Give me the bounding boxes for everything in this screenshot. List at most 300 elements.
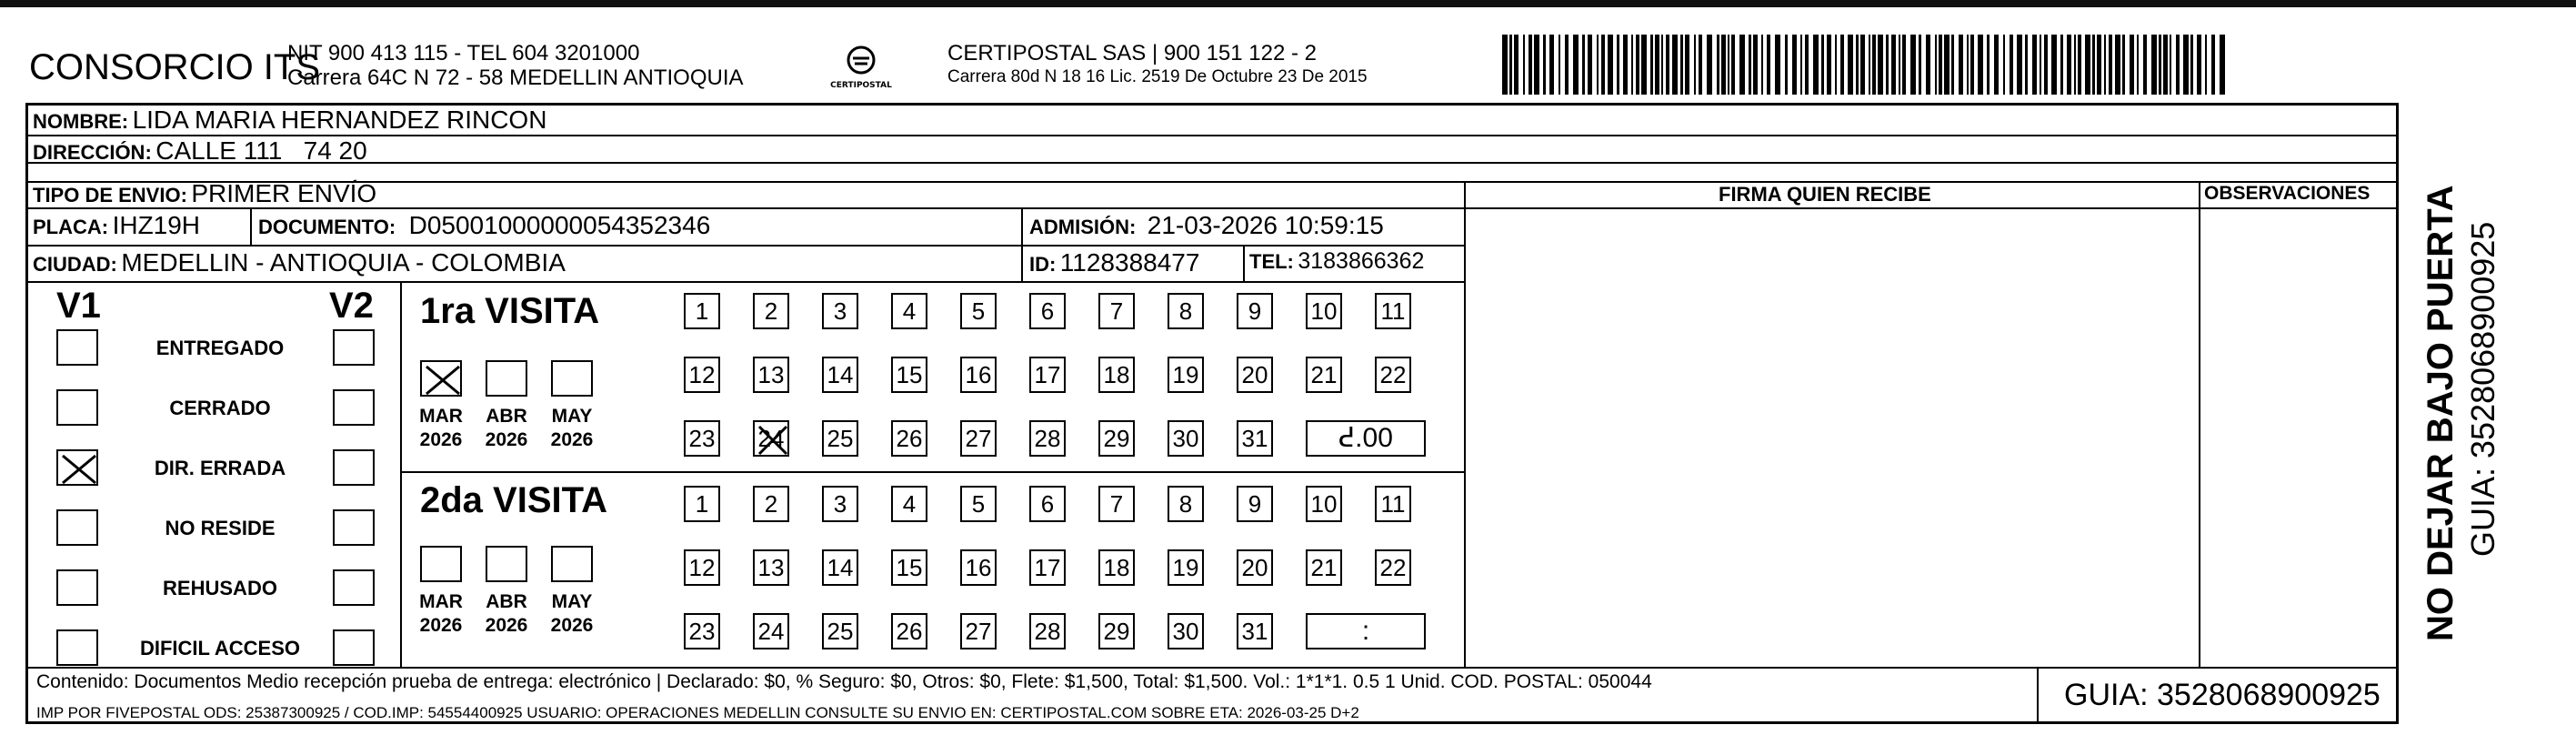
direccion-value: CALLE 111 74 20 [155,136,367,165]
barcode-bar [2176,35,2180,95]
barcode-bar [2040,35,2041,95]
tipo-label: TIPO DE ENVIO: [33,184,187,206]
day-number: 27 [965,618,992,645]
first-visit-day-box[interactable] [960,293,997,329]
first-visit-title: 1ra VISITA [420,291,600,331]
logo-text: CERTIPOSTAL [830,81,892,90]
day-number: 22 [1379,361,1407,388]
first-visit-month-checkbox[interactable] [551,360,593,397]
barcode-bar [1655,35,1659,95]
year-label: 2026 [419,615,463,636]
barcode-bar [1761,35,1763,95]
admision-label: ADMISIÓN: [1029,216,1137,238]
status-label: NO RESIDE [165,517,276,539]
status-label: CERRADO [169,397,271,419]
day-number: 7 [1109,297,1124,325]
barcode-bar [1694,35,1696,95]
day-number: 8 [1178,297,1193,325]
day-number: 28 [1034,425,1061,452]
v1-checkbox[interactable] [56,629,98,666]
first-visit-day-box[interactable] [1098,357,1135,393]
first-visit-day-box[interactable] [1029,357,1066,393]
barcode-bar [1856,35,1859,95]
first-visit-day-box[interactable] [684,293,720,329]
barcode-bar [1959,35,1963,95]
day-number: 15 [896,554,923,581]
second-visit-day-box[interactable] [1375,486,1411,522]
barcode-bar [1978,35,1983,95]
v1-checkbox[interactable] [56,389,98,426]
day-number: 24 [757,425,785,452]
barcode-bar [2104,35,2106,95]
company-name: CONSORCIO ITS [29,47,321,87]
barcode-bar [1860,35,1865,95]
footer-print-line: IMP POR FIVEPOSTAL ODS: 25387300925 / COD.IMP: 54554400925 USUARIO: OPERACIONES MEDELLIN CONSULTE SU ENVIO EN: CERTIPOSTAL.COM SOBRE ETA: 2026-03-25 D+2 [36,704,1359,721]
side-guia: GUIA: 3528068900925 [2464,221,2501,557]
barcode-bar [1869,35,1870,95]
second-visit-day-box[interactable] [1098,486,1135,522]
ciudad-label: CIUDAD: [33,253,117,276]
day-number: 26 [896,618,923,645]
barcode-bar [2137,35,2139,95]
day-number: 7 [1109,490,1124,518]
direccion-label: DIRECCIÓN: [33,141,152,164]
documento-value: D05001000000054352346 [408,211,711,239]
v1-checkbox[interactable] [56,329,98,366]
barcode-bar [1944,35,1950,95]
barcode-bar [1601,35,1605,95]
barcode-bar [2122,35,2125,95]
second-visit-day-box[interactable] [753,486,789,522]
barcode-bar [1813,35,1819,95]
v2-checkbox[interactable] [333,389,375,426]
first-visit-day-box[interactable] [1375,293,1411,329]
id-field [1029,248,1199,277]
v1-label: V1 [56,286,101,326]
first-visit-day-box[interactable] [1306,293,1342,329]
tipo-value: PRIMER ENVÍO [191,179,377,207]
barcode-bar [2130,35,2134,95]
second-visit-day-box[interactable] [684,613,720,649]
barcode-bar [1623,35,1628,95]
day-number: 23 [688,425,716,452]
second-visit-day-box[interactable] [822,486,858,522]
second-visit-day-box[interactable] [1168,549,1204,586]
barcode-bar [1951,35,1954,95]
certipostal-line: CERTIPOSTAL SAS | 900 151 122 - 2 [947,41,1317,65]
barcode-bar [1559,35,1560,95]
barcode-bar [1739,35,1745,95]
barcode-bar [1987,35,1990,95]
second-visit-day-box[interactable] [891,549,927,586]
barcode-bar [1597,35,1599,95]
divider [25,162,2399,164]
first-visit-day-box[interactable] [1098,293,1135,329]
day-number: 8 [1178,490,1193,518]
divider [2037,667,2039,724]
barcode-bar [1939,35,1942,95]
barcode-bar [1502,35,1508,95]
placa-value: IHZ19H [112,211,201,239]
second-visit-day-box[interactable] [1098,549,1135,586]
barcode-bar [1636,35,1639,95]
status-label: DIFICIL ACCESO [139,637,300,659]
first-visit-day-box[interactable] [1029,293,1066,329]
barcode-bar [1800,35,1802,95]
day-number: 11 [1380,297,1406,325]
tipo-field [33,178,376,214]
first-visit-day-box[interactable] [1029,420,1066,457]
barcode-bar [1608,35,1613,95]
day-number: 29 [1103,425,1130,452]
second-visit-month-checkbox[interactable] [420,546,462,582]
first-visit-day-box[interactable] [822,357,858,393]
day-number: 25 [827,425,854,452]
barcode-bar [2017,35,2022,95]
month-label: MAR [419,591,463,612]
day-number: 25 [827,618,854,645]
ciudad-field [33,248,566,277]
day-number: 24 [757,618,785,645]
v2-checkbox[interactable] [333,569,375,606]
day-number: 3 [833,297,847,325]
first-visit-day-box[interactable] [891,420,927,457]
barcode-bar [2010,35,2013,95]
barcode-bar [1792,35,1797,95]
nombre-field [33,106,546,135]
second-visit-day-box[interactable] [753,549,789,586]
placa-label: PLACA: [33,216,109,238]
year-label: 2026 [485,429,528,450]
company-address: Carrera 64C N 72 - 58 MEDELLIN ANTIOQUIA [287,65,744,90]
documento-field [258,211,710,240]
admision-field [1029,211,1384,240]
day-number: 5 [971,297,986,325]
barcode-bar [2190,35,2193,95]
year-label: 2026 [485,615,528,636]
firma-header: FIRMA QUIEN RECIBE [1719,183,1931,206]
barcode-bar [1509,35,1512,95]
day-number: 3 [833,490,847,518]
barcode-bar [2143,35,2147,95]
barcode-bar [1840,35,1844,95]
v1-checkbox[interactable] [56,509,98,546]
barcode-bar [2220,35,2225,95]
second-visit-day-box[interactable] [960,549,997,586]
barcode-bar [1699,35,1702,95]
first-visit-day-box[interactable] [960,357,997,393]
second-visit-time-box[interactable]: : [1306,613,1426,649]
day-number: 17 [1034,554,1061,581]
certipostal-address: Carrera 80d N 18 16 Lic. 2519 De Octubre 23 De 2015 [947,67,1368,86]
barcode-bar [2060,35,2063,95]
tel-label: TEL: [1249,250,1294,273]
barcode-bar [2109,35,2112,95]
barcode-bar [1848,35,1853,95]
barcode-bar [2183,35,2189,95]
first-visit-day-box[interactable] [1168,420,1204,457]
status-label: REHUSADO [163,577,277,599]
day-number: 4 [902,490,917,518]
barcode-bar [1902,35,1906,95]
second-visit-day-box[interactable] [1029,613,1066,649]
status-label: DIR. ERRADA [154,457,286,479]
barcode-bar [1641,35,1647,95]
second-visit-day-box[interactable] [753,613,789,649]
barcode-bar [2159,35,2161,95]
barcode-bar [1910,35,1916,95]
barcode-bar [1872,35,1876,95]
day-number: 10 [1310,297,1338,325]
day-number: 13 [757,554,785,581]
divider [1464,207,2399,209]
footer-content-line: Contenido: Documentos Medio recepción prueba de entrega: electrónico | Declarado: $0, % Seguro: $0, Otros: $0, Flete: $1,500, Total: $1,500. Vol.: 1*1*1. 0.5 1 Unid. COD. POSTAL: 050044 [36,671,1652,692]
first-visit-month-checkbox[interactable] [420,360,462,397]
barcode-bar [1549,35,1554,95]
barcode-bar [1721,35,1726,95]
barcode-bar [1582,35,1585,95]
day-number: 26 [896,425,923,452]
second-visit-day-box[interactable] [1306,549,1342,586]
v2-checkbox[interactable] [333,329,375,366]
first-visit-day-box[interactable] [684,420,720,457]
barcode-bar [2115,35,2120,95]
v2-checkbox[interactable] [333,629,375,666]
day-number: 31 [1241,618,1268,645]
barcode-bar [2151,35,2157,95]
barcode-bar [1565,35,1569,95]
day-number: 30 [1172,618,1199,645]
barcode-bar [1767,35,1770,95]
first-visit-day-box[interactable] [1098,420,1135,457]
barcode-bar [1680,35,1683,95]
month-label: MAY [551,406,593,427]
barcode-bar [1650,35,1653,95]
day-number: 16 [965,361,992,388]
observaciones-header: OBSERVACIONES [2204,183,2371,204]
second-visit-day-box[interactable] [684,549,720,586]
second-visit-day-box[interactable] [1029,486,1066,522]
barcode-bar [2170,35,2171,95]
barcode-bar [1919,35,1921,95]
barcode-bar [1523,35,1525,95]
day-number: 23 [688,618,716,645]
month-label: ABR [486,591,527,612]
day-number: 16 [965,554,992,581]
first-visit-day-box[interactable] [1306,357,1342,393]
second-visit-day-box[interactable] [1029,549,1066,586]
day-number: 14 [827,554,854,581]
barcode-bar [2044,35,2048,95]
barcode-bar [2032,35,2037,95]
day-number: 18 [1103,361,1130,388]
divider [2199,181,2200,667]
day-number: 1 [695,297,709,325]
barcode-bar [1821,35,1824,95]
barcode-bar [1514,35,1519,95]
day-number: 21 [1310,554,1338,581]
barcode-bar [1661,35,1663,95]
second-visit-month-checkbox[interactable] [551,546,593,582]
first-visit-day-box[interactable] [891,357,927,393]
second-visit-day-box[interactable] [822,549,858,586]
divider [400,471,1464,473]
first-visit-day-box[interactable] [1168,357,1204,393]
first-visit-day-box[interactable] [1375,357,1411,393]
second-visit-day-box[interactable] [1237,613,1273,649]
day-number: 9 [1248,297,1262,325]
barcode-bar [2085,35,2090,95]
divider [25,281,1464,283]
day-number: 29 [1103,618,1130,645]
direccion-field [33,136,367,166]
barcode-bar [1994,35,1999,95]
v1-checkbox[interactable] [56,569,98,606]
second-visit-day-box[interactable] [1237,549,1273,586]
first-visit-month-checkbox[interactable] [486,360,527,397]
first-visit-day-box[interactable] [822,293,858,329]
barcode-bar [1529,35,1532,95]
second-visit-day-box[interactable] [1306,486,1342,522]
divider [1243,245,1245,281]
barcode-bar [2092,35,2095,95]
barcode-bar [1707,35,1712,95]
barcode-bar [1785,35,1788,95]
second-visit-day-box[interactable] [891,486,927,522]
divider [25,181,2399,183]
barcode-bar [1827,35,1831,95]
barcode-bar [1967,35,1969,95]
day-number: 15 [896,361,923,388]
second-visit-month-checkbox[interactable] [486,546,527,582]
company-nit: NIT 900 413 115 - TEL 604 3201000 [287,41,640,65]
v1-checkbox[interactable] [56,449,98,486]
placa-field [33,211,200,240]
second-visit-day-box[interactable] [1098,613,1135,649]
first-visit-time-box[interactable]: ᕍ.00 [1306,420,1426,457]
day-number: 2 [764,297,778,325]
barcode-bar [2078,35,2081,95]
day-number: 11 [1380,490,1406,518]
barcode-bar [2003,35,2005,95]
barcode-bar [1749,35,1751,95]
day-number: 13 [757,361,785,388]
second-visit-day-box[interactable] [822,613,858,649]
first-visit-day-box[interactable] [1237,293,1273,329]
barcode-bar [1926,35,1930,95]
id-label: ID: [1029,253,1057,276]
divider [1021,207,1023,281]
footer-guia: GUIA: 3528068900925 [2064,678,2381,712]
v2-checkbox[interactable] [333,449,375,486]
barcode-bar [2197,35,2201,95]
day-number: 31 [1241,425,1268,452]
barcode-bar [2025,35,2028,95]
first-visit-day-box[interactable] [753,420,789,457]
day-number: 19 [1172,361,1199,388]
barcode-bar [2074,35,2076,95]
day-number: 9 [1248,490,1262,518]
barcode-bar [1891,35,1896,95]
second-visit-day-box[interactable] [1375,549,1411,586]
nombre-value: LIDA MARIA HERNANDEZ RINCON [132,106,547,134]
day-number: 20 [1241,554,1268,581]
second-visit-day-box[interactable] [960,486,997,522]
barcode-bar [2051,35,2057,95]
id-value: 1128388477 [1059,248,1200,277]
second-visit-day-box[interactable] [1237,486,1273,522]
first-visit-day-box[interactable] [753,357,789,393]
barcode-bar [1878,35,1883,95]
day-number: 12 [688,554,716,581]
second-visit-day-box[interactable] [960,613,997,649]
first-visit-day-box[interactable] [822,420,858,457]
day-number: 14 [827,361,854,388]
no-dejar-bajo-puerta: NO DEJAR BAJO PUERTA [2421,185,2461,641]
barcode-bar [2211,35,2215,95]
tel-value: 3183866362 [1298,248,1425,274]
day-number: 1 [695,490,709,518]
barcode-bar [1775,35,1780,95]
barcode-bar [1970,35,1974,95]
divider [25,245,1464,247]
barcode [1502,35,2225,95]
second-visit-day-box[interactable] [1168,486,1204,522]
barcode-bar [1588,35,1592,95]
divider [25,667,2399,669]
year-label: 2026 [419,429,463,450]
day-number: 12 [688,361,716,388]
nombre-label: NOMBRE: [33,110,129,133]
tel-field [1249,248,1424,275]
barcode-bar [1534,35,1539,95]
day-number: 4 [902,297,917,325]
barcode-bar [1731,35,1735,95]
barcode-bar [2205,35,2207,95]
status-label: ENTREGADO [155,337,285,359]
admision-value: 21-03-2026 10:59:15 [1147,211,1384,239]
second-visit-day-box[interactable] [891,613,927,649]
day-number: 19 [1172,554,1199,581]
day-number: 20 [1241,361,1268,388]
first-visit-day-box[interactable] [684,357,720,393]
barcode-bar [1543,35,1546,95]
day-number: 10 [1310,490,1338,518]
barcode-bar [1835,35,1837,95]
top-border [0,0,2576,7]
barcode-bar [1631,35,1633,95]
first-visit-day-box[interactable] [891,293,927,329]
barcode-bar [1666,35,1669,95]
first-visit-day-box[interactable] [1168,293,1204,329]
second-visit-day-box[interactable] [684,486,720,522]
barcode-bar [2067,35,2071,95]
first-visit-day-box[interactable] [1237,357,1273,393]
first-visit-day-box[interactable] [1237,420,1273,457]
certipostal-logo [829,40,893,95]
day-number: 27 [965,425,992,452]
first-visit-day-box[interactable] [960,420,997,457]
month-label: ABR [486,406,527,427]
day-number: 2 [764,490,778,518]
barcode-bar [1617,35,1619,95]
second-visit-day-box[interactable] [1168,613,1204,649]
day-number: 5 [971,490,986,518]
first-visit-day-box[interactable] [753,293,789,329]
v2-checkbox[interactable] [333,509,375,546]
ciudad-value: MEDELLIN - ANTIOQUIA - COLOMBIA [121,248,566,277]
second-visit-title: 2da VISITA [420,480,607,520]
